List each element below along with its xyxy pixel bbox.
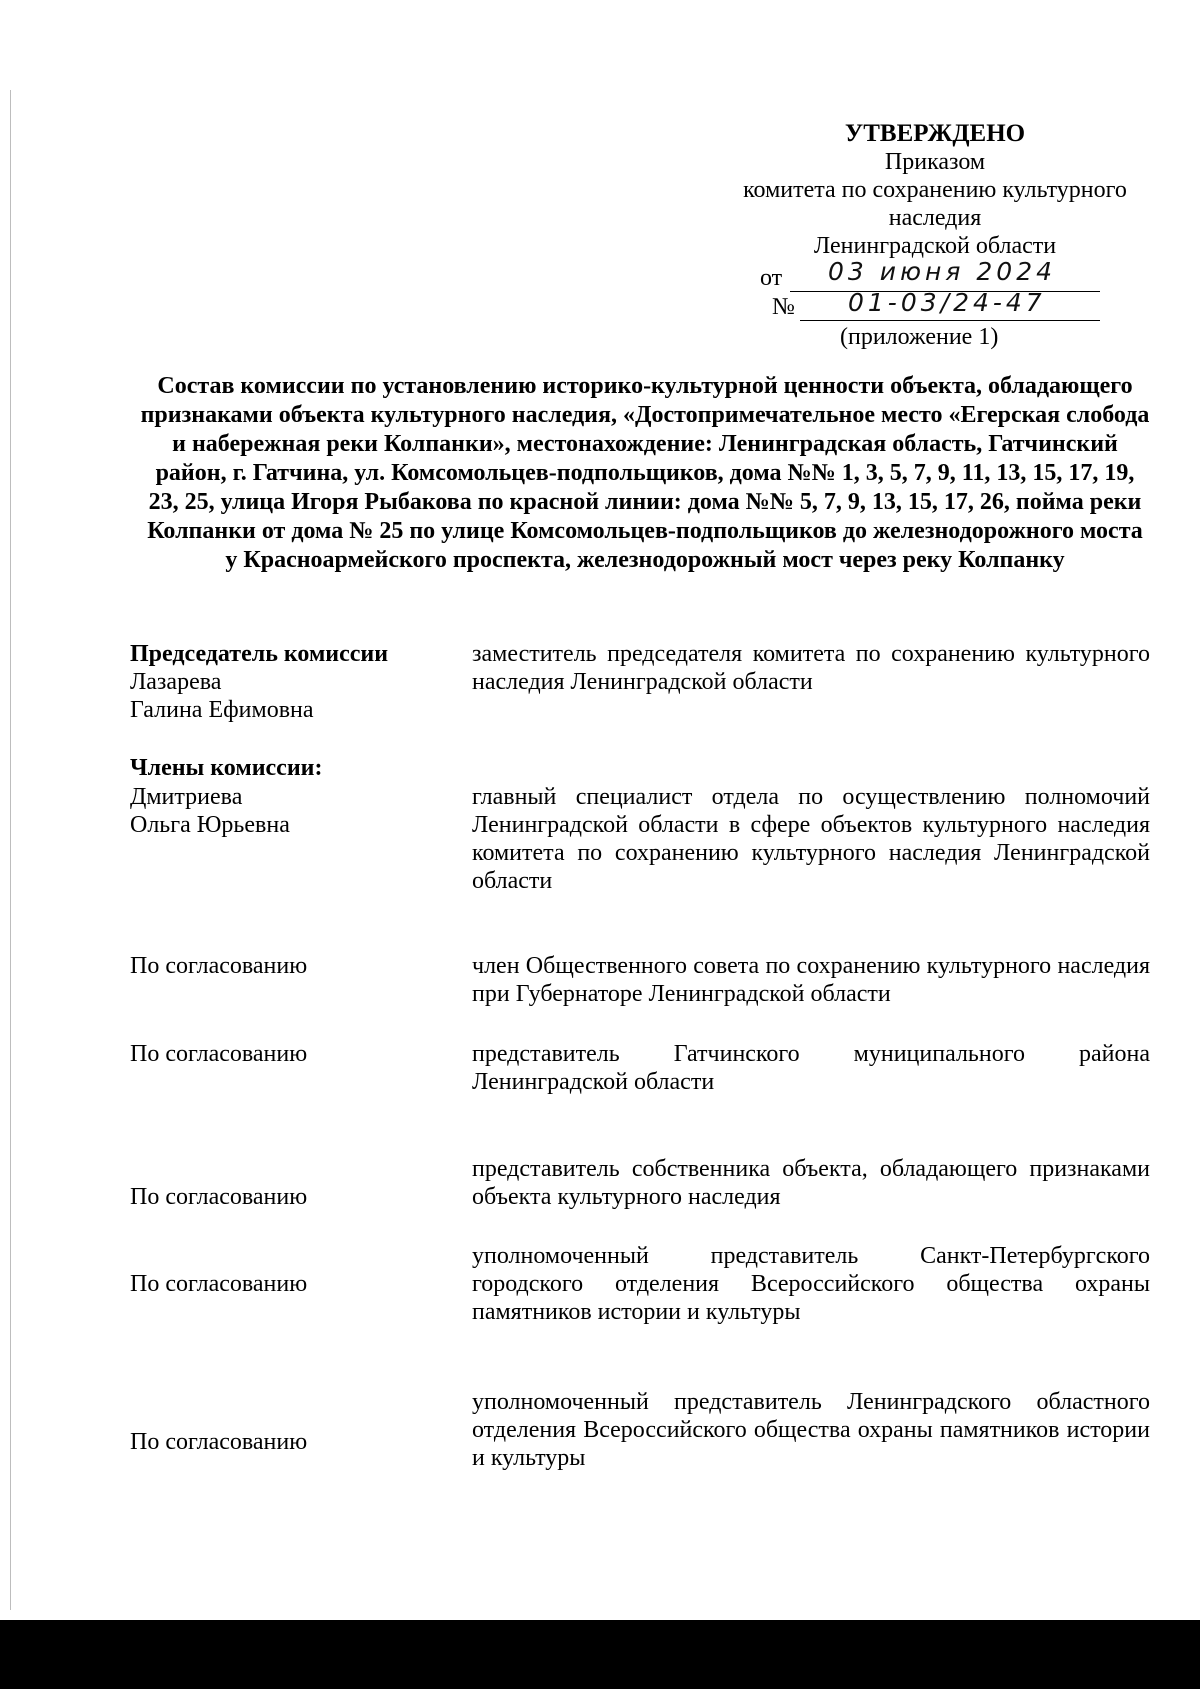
member-duty: главный специалист отдела по осуществлению полномочий Ленинградской области в сфере объектов культурного наследия комитета по сохранению культурного наследия Ленинградской области bbox=[472, 784, 1150, 894]
chairman-name-block bbox=[130, 640, 450, 724]
member-duty: член Общественного совета по сохранению культурного наследия при Губернаторе Ленинградской области bbox=[472, 953, 1150, 1007]
approval-line-order: Приказом bbox=[884, 149, 986, 175]
member-label: По согласованию bbox=[130, 1271, 308, 1297]
commission-heading: Состав комиссии по установлению историко-культурной ценности объекта, обладающего признаками объекта культурного наследия, «Достопримечательное место «Егерская слобода и набережная реки Колпанки», местонахождение: Ленинградская область, Гатчинский район, г. Гатчина, ул. Комсомольцев-подпольщиков, дома №№ 1, 3, 5, 7, 9, 11, 13, 15, 17, 19, 23, 25, улица Игоря Рыбакова по красной линии: дома №№ 5, 7, 9, 13, 15, 17, 26, пойма реки Колпанки от дома № 25 по улице Комсомольцев-подпольщиков до железнодорожного моста у Красноармейского проспекта, железнодорожный мост через реку Колпанку bbox=[140, 373, 1150, 573]
approval-number-row bbox=[772, 288, 1100, 323]
member-label: По согласованию bbox=[130, 1041, 308, 1067]
member-label: По согласованию bbox=[130, 953, 308, 979]
approval-line-committee: комитета по сохранению культурного bbox=[743, 177, 1127, 203]
members-heading: Члены комиссии: bbox=[130, 755, 323, 781]
member-row bbox=[130, 783, 1150, 903]
member-row bbox=[130, 1388, 1150, 1478]
scan-left-edge bbox=[10, 90, 11, 1610]
member-duty: представитель собственника объекта, обладающего признаками объекта культурного наследия bbox=[472, 1156, 1150, 1210]
member-row bbox=[130, 1242, 1150, 1332]
chairman-row bbox=[130, 640, 1150, 730]
scan-border-bar bbox=[0, 1620, 1200, 1689]
member-row bbox=[130, 1155, 1150, 1215]
member-label: По согласованию bbox=[130, 1429, 308, 1455]
member-duty: уполномоченный представитель Ленинградского областного отделения Всероссийского общества охраны памятников истории и культуры bbox=[472, 1389, 1150, 1471]
chairman-given-names: Галина Ефимовна bbox=[130, 697, 314, 723]
chairman-duty: заместитель председателя комитета по сохранению культурного наследия Ленинградской области bbox=[472, 641, 1150, 695]
approval-stamp-block bbox=[715, 120, 1155, 260]
approval-line-region: Ленинградской области bbox=[813, 233, 1057, 259]
member-name-block bbox=[130, 783, 450, 839]
approval-line-heritage: наследия bbox=[888, 205, 982, 231]
date-prefix: от bbox=[760, 265, 783, 291]
member-given-names: Ольга Юрьевна bbox=[130, 812, 290, 838]
member-row bbox=[130, 1040, 1150, 1100]
member-duty: представитель Гатчинского муниципального района Ленинградской области bbox=[472, 1041, 1150, 1095]
handwritten-number: 01-03/24-47 bbox=[848, 288, 1046, 317]
chairman-role: Председатель комиссии bbox=[130, 641, 389, 667]
member-surname: Дмитриева bbox=[130, 784, 243, 810]
number-underline bbox=[800, 320, 1100, 321]
appendix-note: (приложение 1) bbox=[840, 324, 999, 350]
member-duty: уполномоченный представитель Санкт-Петербургского городского отделения Всероссийского общества охраны памятников истории и культуры bbox=[472, 1243, 1150, 1325]
member-label: По согласованию bbox=[130, 1184, 308, 1210]
member-row bbox=[130, 952, 1150, 1012]
number-prefix: № bbox=[772, 294, 795, 320]
handwritten-date: 03 июня 2024 bbox=[828, 257, 1057, 286]
approval-title: УТВЕРЖДЕНО bbox=[844, 120, 1026, 147]
chairman-surname: Лазарева bbox=[130, 669, 222, 695]
